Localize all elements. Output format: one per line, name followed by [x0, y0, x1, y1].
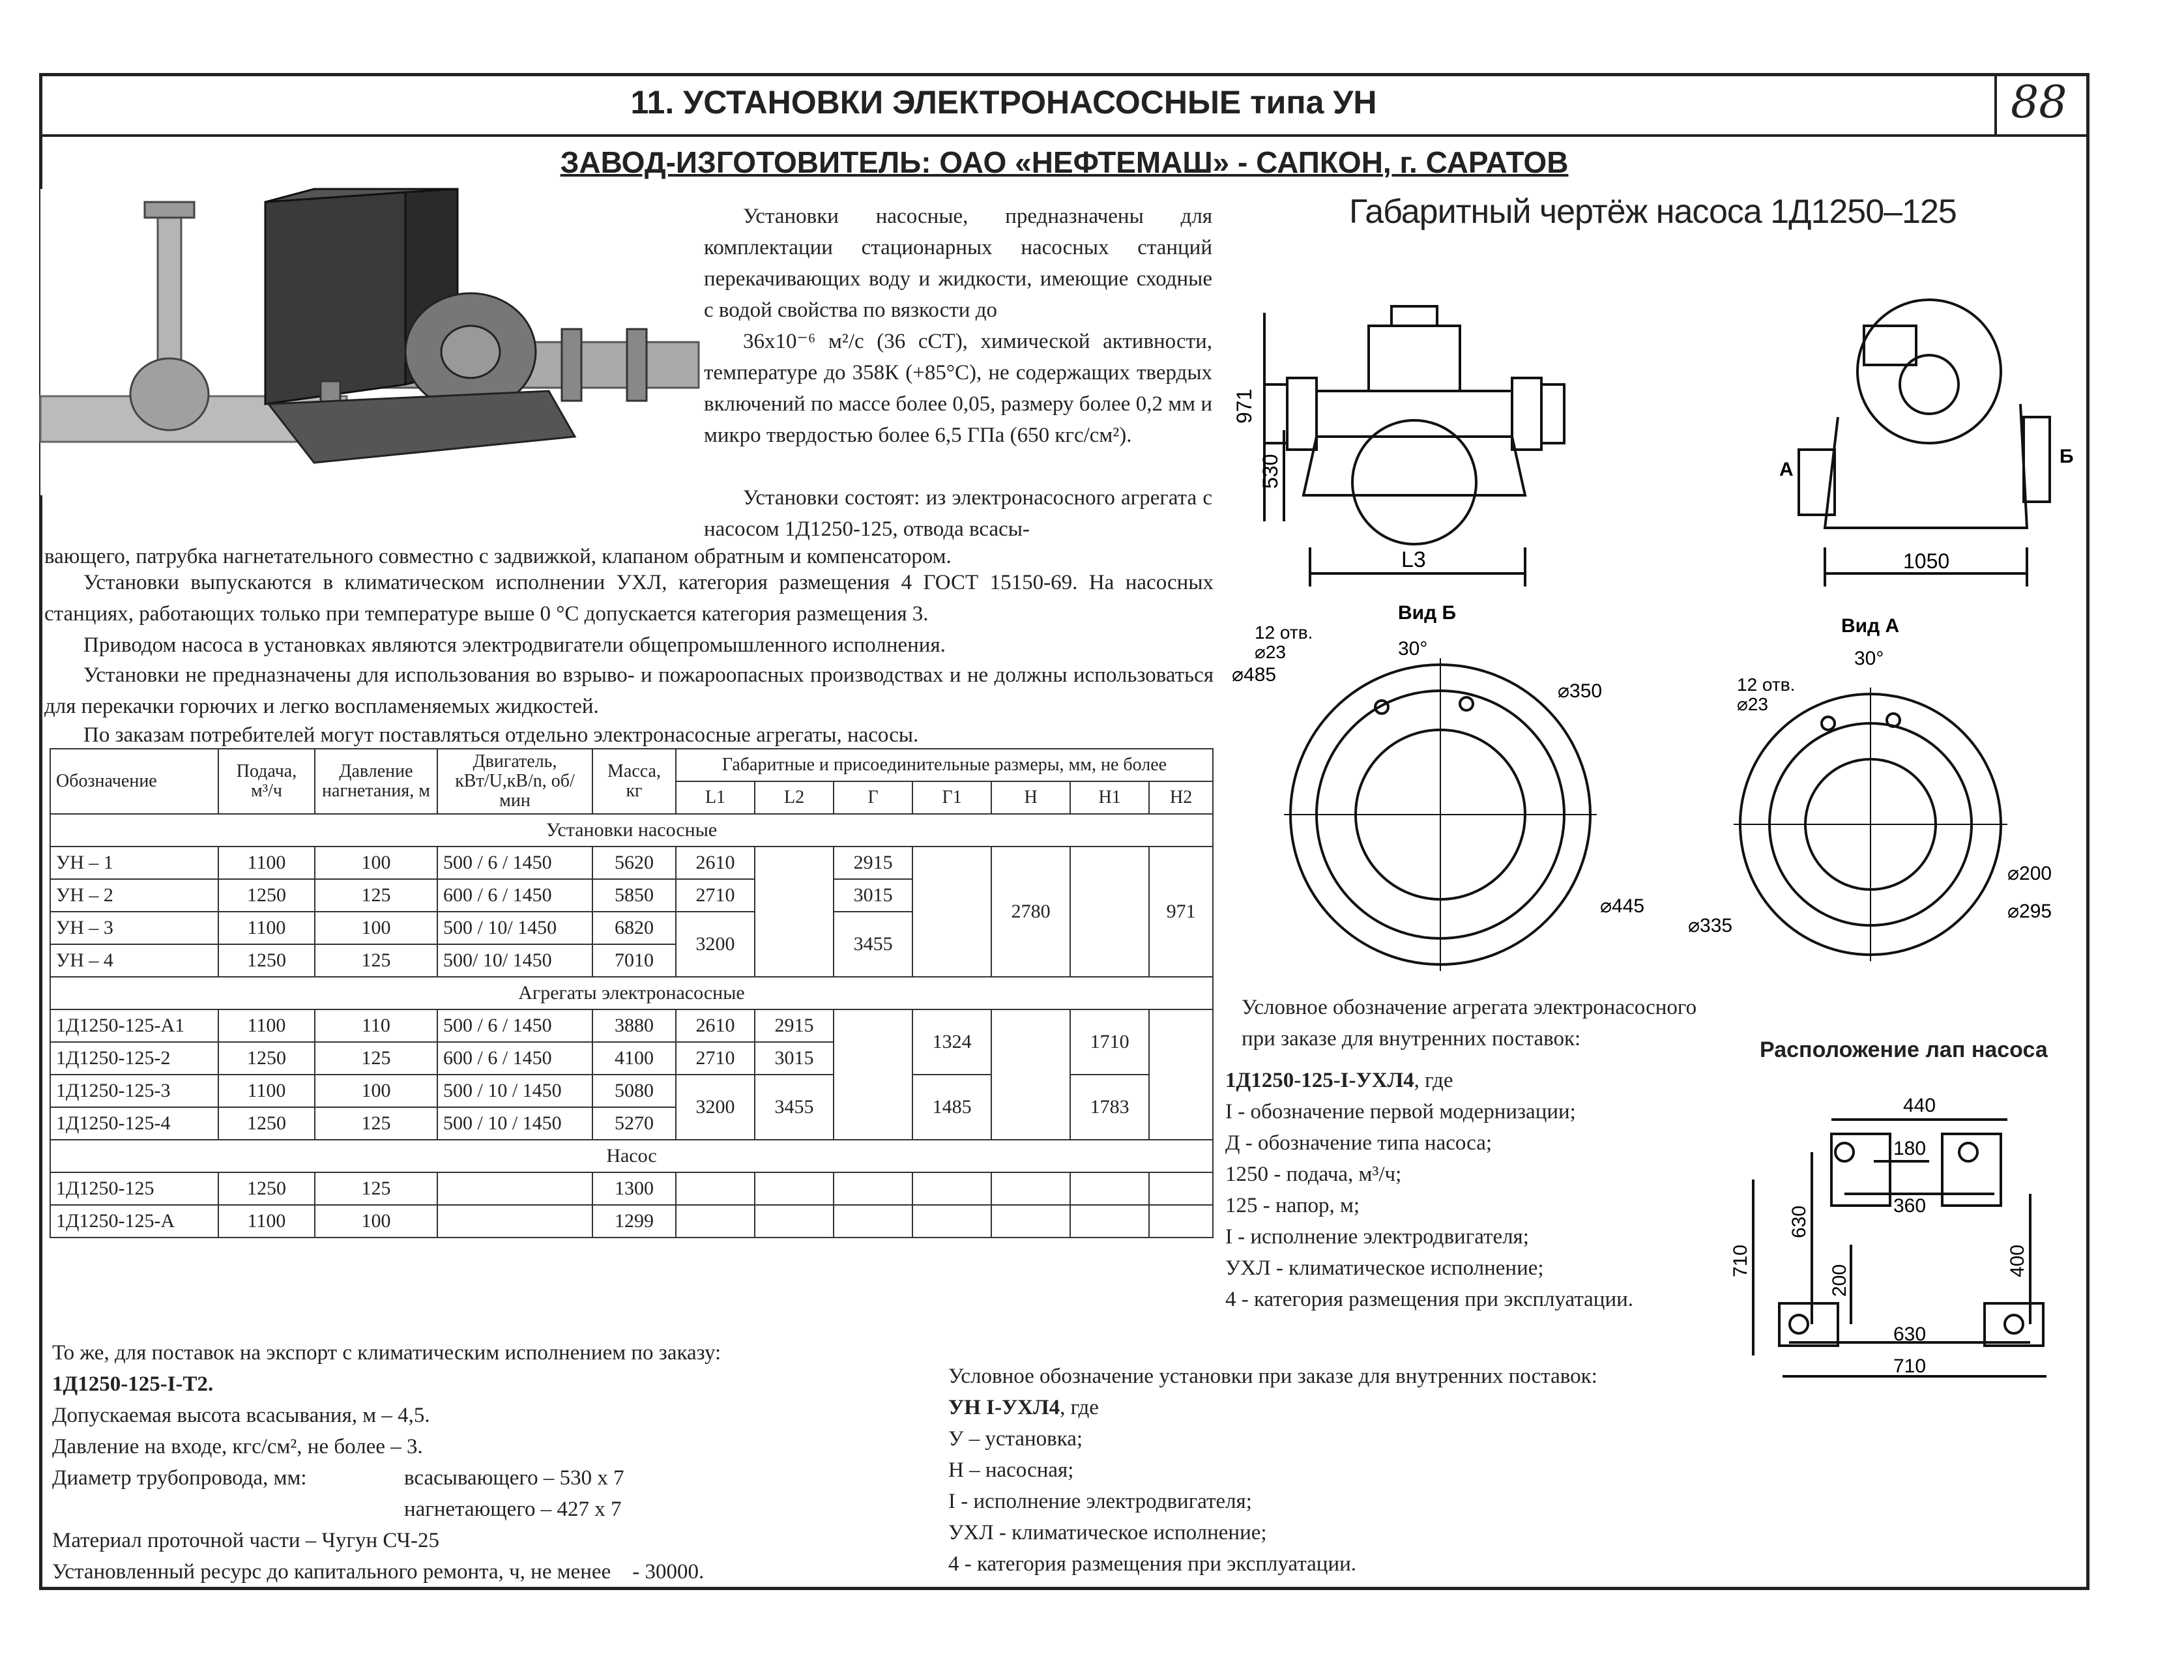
pump-side-view — [1766, 287, 2092, 600]
un-legend-intro: Условное обозначение установки при заказе для внутренних поставок: — [948, 1365, 1597, 1388]
view-a-title: Вид А — [1841, 615, 1900, 637]
list-item: Н – насосная; — [948, 1458, 1074, 1482]
list-item: 4 - категория размещения при эксплуатации. — [1225, 1288, 1634, 1311]
list-item: I - исполнение электродвигателя; — [1225, 1225, 1529, 1249]
un-legend — [948, 1361, 1756, 1580]
th-l2: L2 — [755, 781, 834, 814]
th-n: Н — [991, 781, 1070, 814]
th-l1: L1 — [676, 781, 755, 814]
table-row: УН – 3 1100 100 500 / 10/ 1450 6820 3200 3455 — [50, 912, 1213, 944]
export-line1: То же, для поставок на экспорт с климатическим исполнением по заказу: — [52, 1341, 721, 1365]
th-g1: Г1 — [912, 781, 991, 814]
dim-l3: L3 — [1401, 547, 1426, 572]
feet-dim-400: 400 — [2007, 1244, 2028, 1277]
intro-paragraph-3: Установки выпускаются в климатическом исполнении УХЛ, категория размещения 4 ГОСТ 15150-69. На насосных станциях, работающих только при температуре выше 0 °С допускается категория размещения 3. — [44, 571, 1214, 626]
intro-paragraph-1: Установки насосные, предназначены для комплектации стационарных насосных станций перекачивающих воду и жидкости, имеющие сходные с водой свойства по вязкости до — [704, 205, 1212, 322]
view-a-d200: ⌀200 — [2007, 863, 2052, 884]
th-motor: Двигатель, кВт/U,кВ/n, об/мин — [437, 749, 592, 814]
feet-dim-630v: 630 — [1788, 1205, 1810, 1238]
intro-paragraph-5: Установки не предназначены для использования во взрыво- и пожароопасных производствах и не должны использоваться для перекачки горючих и легко воспламеняемых жидкостей. — [44, 663, 1214, 718]
intro-paragraph-2: Установки состоят: из электронасосного агрегата с насосом 1Д1250-125, отвода всасы- — [704, 486, 1212, 541]
page-title: 11. УСТАНОВКИ ЭЛЕКТРОНАСОСНЫЕ типа УН — [630, 84, 1377, 121]
export-pipe-row2: нагнетающего – 427 х 7 — [404, 1498, 622, 1521]
list-item: 125 - напор, м; — [1225, 1194, 1360, 1217]
page-number-divider — [1994, 73, 1997, 137]
feet-dim-180: 180 — [1893, 1138, 1927, 1159]
manufacturer-heading: ЗАВОД-ИЗГОТОВИТЕЛЬ: ОАО «НЕФТЕМАШ» - САПКОН, г. САРАТОВ — [560, 145, 1569, 179]
th-flow: Подача, м³/ч — [218, 749, 315, 814]
th-n2: Н2 — [1149, 781, 1213, 814]
list-item: У – установка; — [948, 1427, 1083, 1451]
table-row: 1Д1250-125-2 1250 125 600 / 6 / 1450 4100 2710 3015 — [50, 1042, 1213, 1075]
label-a: А — [1779, 459, 1794, 480]
drawing-title: Габаритный чертёж насоса 1Д1250–125 — [1349, 193, 1957, 231]
export-material: Материал проточной части – Чугун СЧ-25 — [52, 1529, 440, 1552]
th-g: Г — [834, 781, 912, 814]
export-inlet: Давление на входе, кгс/см², не более – 3. — [52, 1435, 423, 1458]
table-row: 1Д1250-125-3 1100 100 500 / 10 / 1450 5080 3200 3455 1485 1783 — [50, 1075, 1213, 1107]
export-suction: Допускаемая высота всасывания, м – 4,5. — [52, 1404, 430, 1427]
pump-front-view — [1225, 287, 1603, 600]
feet-dim-440: 440 — [1903, 1095, 1936, 1116]
group-installations: Установки насосные — [50, 814, 1213, 847]
feet-dim-630: 630 — [1893, 1324, 1927, 1345]
table-row: УН – 2 1250 125 600 / 6 / 1450 5850 2710 3015 — [50, 879, 1213, 912]
intro-paragraph-1b: 36х10⁻⁶ м²/с (36 сСТ), химической активности, температуре до 358К (+85°С), не содержащих твердых включений по массе более 0,05, размеру более 0,2 мм и микро твердостью более 6,5 ГПа (650 кгс/см²). — [704, 330, 1212, 447]
page-number: 88 — [2011, 77, 2067, 128]
view-b-angle: 30° — [1398, 638, 1428, 659]
feet-dim-360: 360 — [1893, 1195, 1927, 1217]
agg-legend-intro2: при заказе для внутренних поставок: — [1242, 1027, 1581, 1050]
group-aggregates: Агрегаты электронасосные — [50, 977, 1213, 1009]
agg-legend-code: 1Д1250-125-I-УХЛ4, где — [1225, 1069, 1453, 1092]
list-item: УХЛ - климатическое исполнение; — [948, 1521, 1267, 1544]
export-resource: Установленный ресурс до капитального ремонта, ч, не менее - 30000. — [52, 1560, 705, 1584]
view-b-flange — [1225, 600, 1695, 978]
list-item: 4 - категория размещения при эксплуатации. — [948, 1552, 1357, 1576]
installation-photo — [40, 189, 699, 495]
view-b-d350: ⌀350 — [1558, 680, 1603, 702]
list-item: Д - обозначение типа насоса; — [1225, 1131, 1492, 1155]
view-b-d485: ⌀485 — [1232, 664, 1277, 686]
un-legend-code: УН I-УХЛ4, где — [948, 1396, 1099, 1419]
dim-971: 971 — [1232, 388, 1256, 424]
th-designation: Обозначение — [50, 749, 218, 814]
group-pump: Насос — [50, 1140, 1213, 1172]
intro-paragraph-2b: вающего, патрубка нагнетательного совместно с задвижкой, клапаном обратным и компенсатором. — [44, 545, 952, 568]
export-code: 1Д1250-125-I-Т2. — [52, 1372, 214, 1396]
feet-layout-title: Расположение лап насоса — [1760, 1037, 2048, 1062]
table-row: УН – 1 1100 100 500 / 6 / 1450 5620 2610 2915 2780 971 — [50, 847, 1213, 879]
dim-1050: 1050 — [1903, 549, 1950, 573]
th-pressure: Давление нагнетания, м — [315, 749, 437, 814]
th-mass: Масса, кг — [592, 749, 676, 814]
export-pipe-row1: Диаметр трубопровода, мм: всасывающего – 530 х 7 — [52, 1466, 624, 1490]
intro-paragraph-6: По заказам потребителей могут поставляться отдельно электронасосные агрегаты, насосы. — [83, 723, 919, 747]
view-b-title: Вид Б — [1398, 602, 1457, 624]
list-item: I - обозначение первой модернизации; — [1225, 1100, 1576, 1123]
table-row: 1Д1250-125-А1 1100 110 500 / 6 / 1450 3880 2610 2915 1324 1710 — [50, 1009, 1213, 1042]
label-b: Б — [2060, 446, 2074, 467]
view-a-hole-d: ⌀23 — [1737, 694, 1769, 714]
th-dims: Габаритные и присоединительные размеры, мм, не более — [676, 749, 1213, 781]
list-item: УХЛ - климатическое исполнение; — [1225, 1256, 1544, 1280]
export-block — [52, 1337, 952, 1587]
view-a-holes: 12 отв. — [1737, 674, 1796, 695]
view-a-d295: ⌀295 — [2007, 901, 2052, 922]
view-a-d335: ⌀335 — [1688, 915, 1733, 936]
dim-530: 530 — [1259, 454, 1282, 489]
view-a-angle: 30° — [1854, 648, 1884, 669]
intro-paragraph-4: Приводом насоса в установках являются электродвигатели общепромышленного исполнения. — [83, 633, 946, 657]
agg-legend-items — [1225, 1096, 1812, 1315]
spec-table — [50, 748, 1214, 1238]
view-b-hole-d: ⌀23 — [1255, 642, 1287, 662]
table-row: УН – 4 1250 125 500/ 10/ 1450 7010 — [50, 944, 1213, 977]
view-b-holes: 12 отв. — [1255, 622, 1313, 643]
list-item: I - исполнение электродвигателя; — [948, 1490, 1252, 1513]
view-a-flange — [1682, 606, 2099, 945]
th-n1: Н1 — [1070, 781, 1149, 814]
table-row: 1Д1250-125 1250 125 1300 — [50, 1172, 1213, 1205]
view-b-d445: ⌀445 — [1600, 895, 1645, 917]
table-row: 1Д1250-125-А 1100 100 1299 — [50, 1205, 1213, 1238]
list-item: 1250 - подача, м³/ч; — [1225, 1163, 1402, 1186]
feet-layout-drawing — [1730, 1082, 2086, 1395]
feet-dim-710: 710 — [1893, 1355, 1927, 1377]
feet-dim-710v: 710 — [1730, 1244, 1751, 1277]
table-row: 1Д1250-125-4 1250 125 500 / 10 / 1450 5270 — [50, 1107, 1213, 1140]
agg-legend-intro1: Условное обозначение агрегата электронасосного — [1242, 996, 1697, 1019]
feet-dim-200: 200 — [1829, 1264, 1850, 1297]
